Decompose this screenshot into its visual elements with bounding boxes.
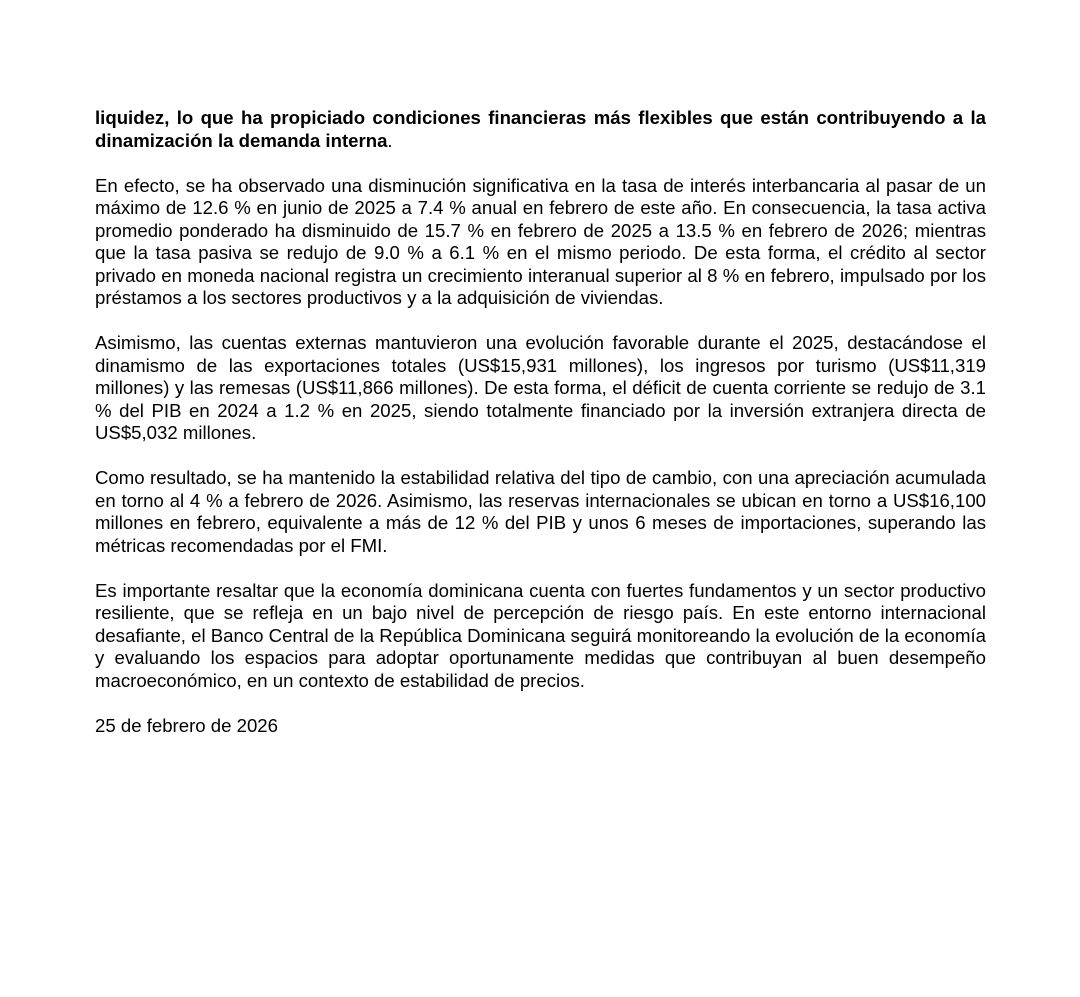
paragraph-exchange-rate: Como resultado, se ha mantenido la estabilidad relativa del tipo de cambio, con una apreciación acumulada en torno al 4 % a febrero de 2026. Asimismo, las reservas internacionales se ubican en torno a US$16,100 millones en febrero, equivalente a más de 12 % del PIB y unos 6 meses de importaciones, superando las métricas recomendadas por el FMI. bbox=[95, 467, 986, 556]
intro-paragraph bbox=[95, 107, 986, 152]
document-date: 25 de febrero de 2026 bbox=[95, 714, 278, 736]
intro-bold-text: liquidez, lo que ha propiciado condiciones financieras más flexibles que están contribuyendo a la dinamización la demanda interna bbox=[95, 107, 986, 151]
paragraph-interest-rates: En efecto, se ha observado una disminución significativa en la tasa de interés interbancaria al pasar de un máximo de 12.6 % en junio de 2025 a 7.4 % anual en febrero de este año. En consecuencia, la tasa activa promedio ponderado ha disminuido de 15.7 % en febrero de 2025 a 13.5 % en febrero de 2026; mientras que la tasa pasiva se redujo de 9.0 % a 6.1 % en el mismo periodo. De esta forma, el crédito al sector privado en moneda nacional registra un crecimiento interanual superior al 8 % en febrero, impulsado por los préstamos a los sectores productivos y a la adquisición de viviendas. bbox=[95, 174, 986, 308]
paragraph-external-accounts: Asimismo, las cuentas externas mantuvieron una evolución favorable durante el 2025, destacándose el dinamismo de las exportaciones totales (US$15,931 millones), los ingresos por turismo (US$11,319 millones) y las remesas (US$11,866 millones). De esta forma, el déficit de cuenta corriente se redujo de 3.1 % del PIB en 2024 a 1.2 % en 2025, siendo totalmente financiado por la inversión extranjera directa de US$5,032 millones. bbox=[95, 332, 986, 443]
intro-tail: . bbox=[387, 129, 393, 151]
paragraph-economy-fundamentals: Es importante resaltar que la economía dominicana cuenta con fuertes fundamentos y un sector productivo resiliente, que se refleja en un bajo nivel de percepción de riesgo país. En este entorno internacional desafiante, el Banco Central de la República Dominicana seguirá monitoreando la evolución de la economía y evaluando los espacios para adoptar oportunamente medidas que contribuyan al buen desempeño macroeconómico, en un contexto de estabilidad de precios. bbox=[95, 579, 986, 691]
document-page bbox=[95, 107, 986, 737]
